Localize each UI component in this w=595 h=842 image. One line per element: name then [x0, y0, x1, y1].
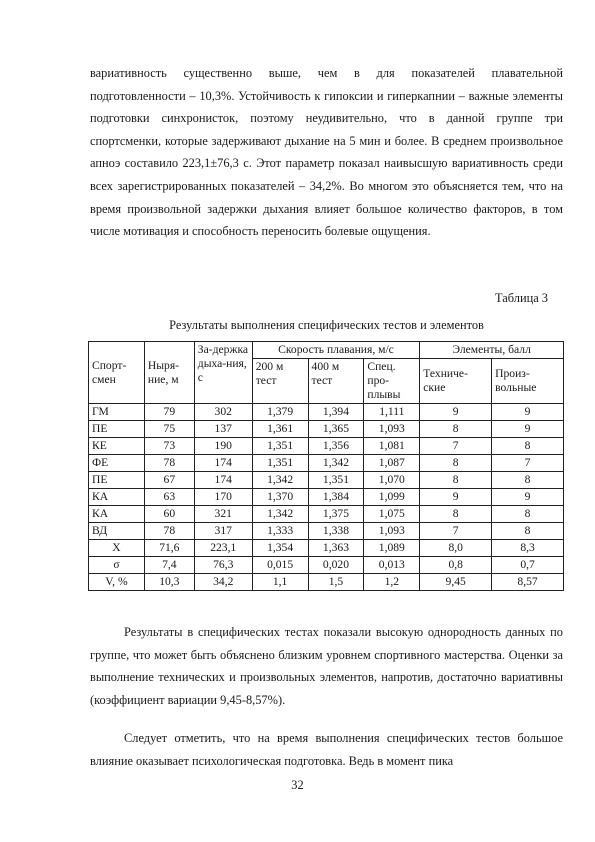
table-cell-value: 8 [420, 472, 492, 489]
header-technical: Техниче-ские [420, 359, 492, 404]
table-cell-value: 76,3 [194, 557, 252, 574]
header-speed-400: 400 м тест [308, 359, 364, 404]
header-free: Произ-вольные [492, 359, 564, 404]
table-cell-athlete: КЕ [89, 438, 145, 455]
table-row [89, 455, 564, 472]
table-cell-value: 0,015 [252, 557, 308, 574]
table-row [89, 523, 564, 540]
table-cell-value: 1,333 [252, 523, 308, 540]
table-cell-value: 302 [194, 404, 252, 421]
table-cell-value: 9,45 [420, 574, 492, 591]
body-paragraph-3: Следует отметить, что на время выполнения специфических тестов большое влияние оказывает психологическая подготовка. Ведь в момент пика [90, 731, 563, 768]
table-cell-value: 1,351 [308, 472, 364, 489]
table-cell-value: 1,5 [308, 574, 364, 591]
table-cell-value: 67 [144, 472, 194, 489]
table-cell-value: 9 [420, 404, 492, 421]
table-cell-value: 0,8 [420, 557, 492, 574]
table-cell-value: 223,1 [194, 540, 252, 557]
table-cell-value: 137 [194, 421, 252, 438]
page-number: 32 [291, 778, 304, 792]
stat-row [89, 574, 564, 591]
table-cell-value: 1,379 [252, 404, 308, 421]
table-cell-value: 1,375 [308, 506, 364, 523]
table-cell-athlete: КА [89, 506, 145, 523]
table-cell-value: 8 [420, 421, 492, 438]
table-cell-value: 1,342 [308, 455, 364, 472]
table-cell-value: 1,093 [364, 523, 420, 540]
table-cell-value: 317 [194, 523, 252, 540]
header-special-swims: Спец. про-плывы [364, 359, 420, 404]
table-cell-value: 1,093 [364, 421, 420, 438]
stat-row [89, 557, 564, 574]
table-cell-value: 1,363 [308, 540, 364, 557]
table-cell-value: 1,342 [252, 506, 308, 523]
table-cell-value: 10,3 [144, 574, 194, 591]
body-paragraph-2: Результаты в специфических тестах показали высокую однородность данных по группе, что может быть объяснено близким уровнем спортивного мастерства. Оценки за выполнение технических и произвольных элементов, напротив, достаточно вариативны (коэффициент вариации 9,45-8,57%). [90, 625, 563, 707]
table-cell-value: 78 [144, 455, 194, 472]
table-cell-athlete: ФЕ [89, 455, 145, 472]
table-row [89, 404, 564, 421]
table-cell-athlete: ПЕ [89, 472, 145, 489]
table-cell-value: 79 [144, 404, 194, 421]
table-row [89, 506, 564, 523]
table-cell-value: 174 [194, 455, 252, 472]
header-athlete: Спорт-смен [89, 342, 145, 404]
table-cell-value: 75 [144, 421, 194, 438]
table-body [89, 404, 564, 591]
table-title: Результаты выполнения специфических тестов и элементов [169, 318, 484, 332]
header-elements-group: Элементы, балл [420, 342, 564, 359]
table-cell-value: 1,384 [308, 489, 364, 506]
table-row [89, 489, 564, 506]
table-cell-value: 1,1 [252, 574, 308, 591]
table-cell-value: 7,4 [144, 557, 194, 574]
table-cell-value: 8 [420, 455, 492, 472]
table-cell-value: 174 [194, 472, 252, 489]
header-diving: Ныря-ние, м [144, 342, 194, 404]
table-cell-value: 1,351 [252, 438, 308, 455]
table-cell-value: 9 [492, 489, 564, 506]
table-cell-value: 7 [420, 438, 492, 455]
table-cell-value: 8,57 [492, 574, 564, 591]
table-cell-value: 8 [492, 472, 564, 489]
table-cell-value: 1,356 [308, 438, 364, 455]
table-cell-value: 190 [194, 438, 252, 455]
header-speed-200: 200 м тест [252, 359, 308, 404]
table-row [89, 472, 564, 489]
table-cell-athlete: ВД [89, 523, 145, 540]
table-cell-value: 0,7 [492, 557, 564, 574]
table-cell-value: 1,361 [252, 421, 308, 438]
table-cell-value: 8 [492, 506, 564, 523]
table-cell-value: 8 [420, 506, 492, 523]
table-cell-value: 1,354 [252, 540, 308, 557]
table-cell-value: 0,013 [364, 557, 420, 574]
table-cell-value: 8,0 [420, 540, 492, 557]
table-cell-value: 1,365 [308, 421, 364, 438]
table-cell-value: 1,370 [252, 489, 308, 506]
header-breath-hold: За-держка дыха-ния, с [194, 342, 252, 404]
table-cell-value: 1,081 [364, 438, 420, 455]
table-cell-value: 1,070 [364, 472, 420, 489]
stat-row [89, 540, 564, 557]
table-cell-value: 321 [194, 506, 252, 523]
table-cell-value: 7 [420, 523, 492, 540]
table-cell-value: 7 [492, 455, 564, 472]
table-cell-value: 1,351 [252, 455, 308, 472]
table-cell-value: 1,2 [364, 574, 420, 591]
table-cell-value: 9 [420, 489, 492, 506]
table-cell-value: 9 [492, 421, 564, 438]
table-cell-value: 34,2 [194, 574, 252, 591]
table-cell-value: 8 [492, 523, 564, 540]
body-paragraph-1: вариативность существенно выше, чем в для показателей плавательной подготовленности – 10,3%. Устойчивость к гипоксии и гиперкапнии – важные элементы подготовки синхронисток, поэтому неудивительно, что в данной группе три спортсменки, которые задерживают дыхание на 5 мин и более. В среднем произвольное апноэ составило 223,1±76,3 с. Этот параметр показал наивысшую вариативность среди всех зарегистрированных показателей – 34,2%. Во многом это объясняется тем, что на время произвольной задержки дыхания влияет большое количество факторов, в том числе мотивация и способность переносить болевые ощущения. [90, 66, 563, 239]
table-cell-value: 9 [492, 404, 564, 421]
table-cell-value: 1,089 [364, 540, 420, 557]
table-cell-athlete: X [89, 540, 145, 557]
table-cell-value: 1,338 [308, 523, 364, 540]
table-cell-value: 60 [144, 506, 194, 523]
table-cell-athlete: V, % [89, 574, 145, 591]
table-cell-value: 78 [144, 523, 194, 540]
table-cell-athlete: σ [89, 557, 145, 574]
table-cell-athlete: КА [89, 489, 145, 506]
table-cell-athlete: ГМ [89, 404, 145, 421]
table-cell-value: 1,342 [252, 472, 308, 489]
table-cell-value: 8,3 [492, 540, 564, 557]
table-cell-value: 1,087 [364, 455, 420, 472]
table-cell-value: 73 [144, 438, 194, 455]
table-row [89, 438, 564, 455]
table-cell-value: 1,099 [364, 489, 420, 506]
table-cell-value: 8 [492, 438, 564, 455]
table-cell-value: 63 [144, 489, 194, 506]
results-table [88, 341, 564, 591]
table-cell-value: 170 [194, 489, 252, 506]
table-cell-value: 71,6 [144, 540, 194, 557]
table-cell-value: 1,111 [364, 404, 420, 421]
table-header-row-1 [89, 342, 564, 359]
table-cell-athlete: ПЕ [89, 421, 145, 438]
table-cell-value: 0,020 [308, 557, 364, 574]
header-speed-group: Скорость плавания, м/с [252, 342, 420, 359]
table-cell-value: 1,394 [308, 404, 364, 421]
table-row [89, 421, 564, 438]
table-number: Таблица 3 [495, 291, 548, 305]
table-cell-value: 1,075 [364, 506, 420, 523]
